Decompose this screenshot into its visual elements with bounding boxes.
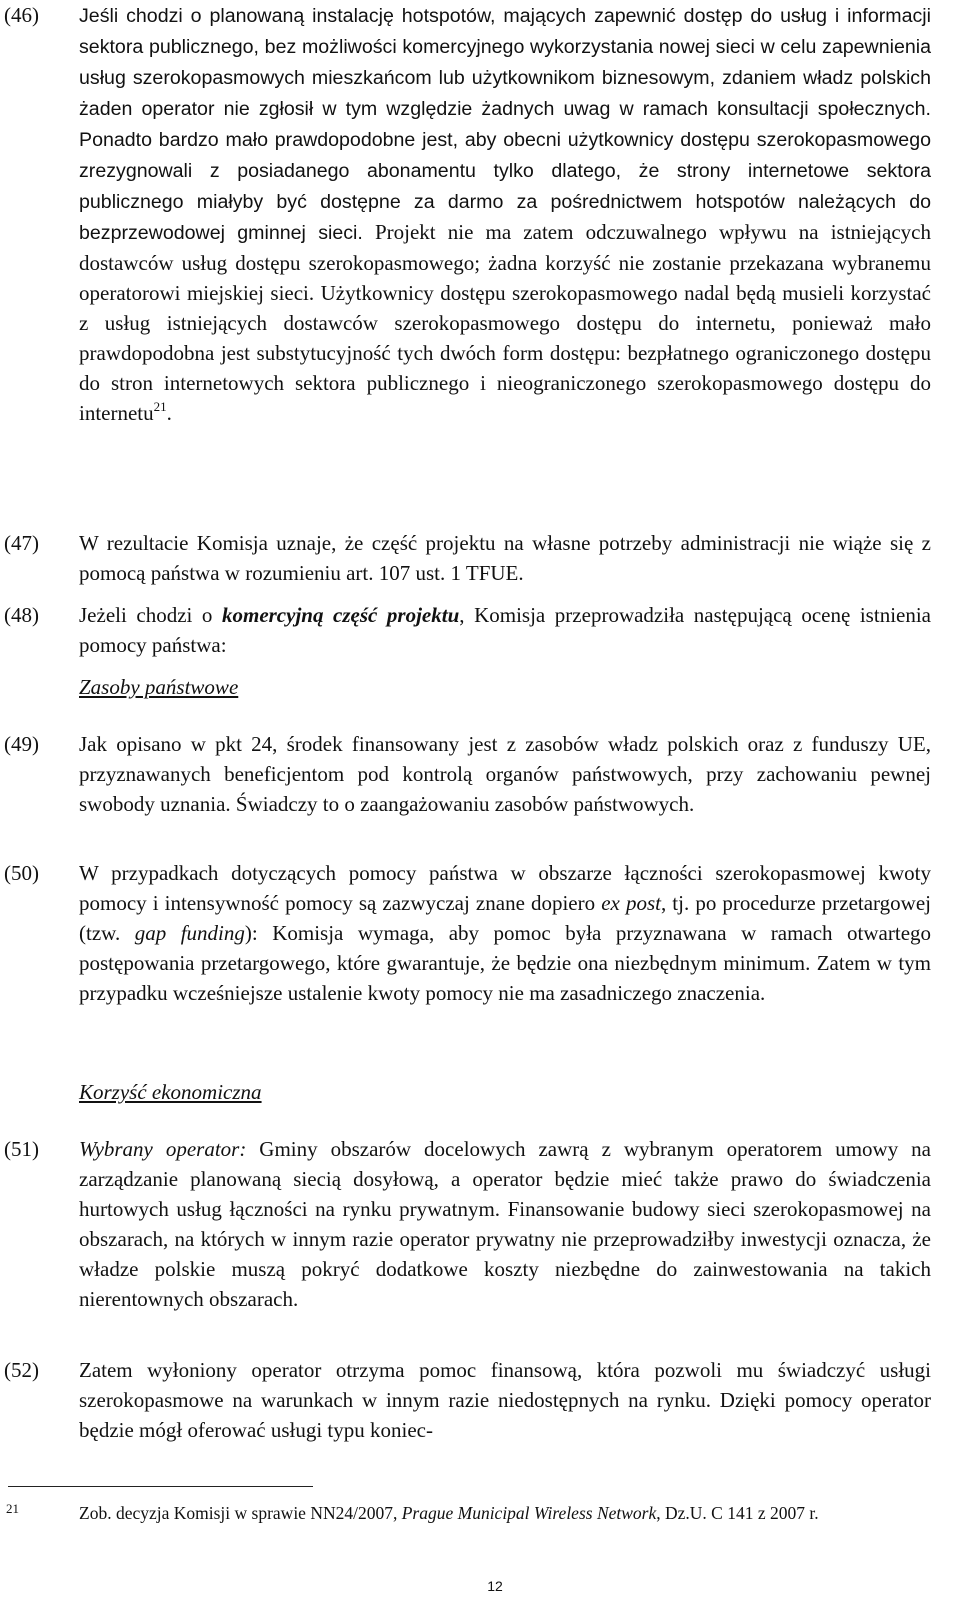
paragraph-52	[0, 1355, 935, 1445]
paragraph-text	[79, 1134, 931, 1314]
footnote-21	[0, 1501, 935, 1525]
paragraph-number: (50)	[4, 861, 39, 885]
italic-term: ex post	[601, 891, 661, 915]
text-run: Gminy obszarów docelowych zawrą z wybranym operatorem umowy na zarządzanie planowaną siecią dosyłową, a operator będzie mieć także prawo do świadczenia hurtowych usług łączności na rynku prywatnym. Finansowanie budowy sieci szerokopasmowej na obszarach, na których w innym razie operator prywatny nie przeprowadziłby inwestycji oznacza, że władze polskie muszą pokryć dodatkowe koszty niezbędne do zainwestowania na takich nierentownych obszarach.	[79, 1137, 931, 1311]
paragraph-text	[79, 600, 931, 660]
text-run: , Dz.U. C 141 z 2007 r.	[656, 1503, 819, 1523]
sentence-end: .	[166, 401, 172, 425]
paragraph-number: (51)	[4, 1137, 39, 1161]
section-heading-zasoby: Zasoby państwowe	[79, 675, 239, 699]
text-run: Jeżeli chodzi o	[79, 603, 222, 627]
paragraph-48	[0, 600, 935, 660]
paragraph-number: (49)	[4, 732, 39, 756]
footnote-mark: 21	[6, 1501, 19, 1516]
text-run: ): Komisja wymaga, aby pomoc była przyznawana w ramach otwartego postępowania przetargowego, które gwarantuje, że będzie ona niezbędnym minimum. Zatem w tym przypadku wcześniejsze ustalenie kwoty pomocy nie ma zasadniczego znaczenia.	[79, 921, 932, 1005]
paragraph-46	[0, 0, 935, 428]
footnote-ref[interactable]: 21	[153, 399, 167, 414]
footnote-text	[79, 1501, 931, 1525]
paragraph-51	[0, 1134, 935, 1314]
paragraph-number: (47)	[4, 531, 39, 555]
page-number: 12	[487, 1578, 503, 1594]
emphasis-text: komercyjną część projektu	[221, 603, 460, 627]
paragraph-text: Jak opisano w pkt 24, środek finansowany jest z zasobów władz polskich oraz z funduszy UE, przyznawanych beneficjentom pod kontrolą organów państwowych, przy zachowaniu pewnej swobody uznania. Świadczy to o zaangażowaniu zasobów państwowych.	[79, 732, 931, 816]
paragraph-text	[79, 0, 931, 428]
paragraph-number: (52)	[4, 1358, 39, 1382]
text-run: , Komisja przeprowadziła następującą ocenę istnienia pomocy państwa:	[79, 603, 931, 657]
paragraph-text: W rezultacie Komisja uznaje, że część projektu na własne potrzeby administracji nie wiąże się z pomocą państwa w rozumieniu art. 107 ust. 1 TFUE.	[79, 531, 931, 585]
paragraph-number: (46)	[4, 3, 39, 27]
italic-term: Wybrany operator:	[79, 1137, 247, 1161]
footnote-divider	[8, 1486, 313, 1487]
paragraph-text: Zatem wyłoniony operator otrzyma pomoc finansową, która pozwoli mu świadczyć usługi szerokopasmowe na warunkach w innym razie niedostępnych na rynku. Dzięki pomocy operator będzie mógł oferować usługi typu koniec-	[79, 1358, 931, 1442]
paragraph-50	[0, 858, 935, 1008]
italic-title: Prague Municipal Wireless Network	[401, 1503, 657, 1523]
text-run: , tj. po procedurze przetargowej (tzw.	[79, 891, 931, 945]
paragraph-number: (48)	[4, 603, 39, 627]
paragraph-47	[0, 528, 935, 588]
text-run: W przypadkach dotyczących pomocy państwa w obszarze łączności szerokopasmowej kwoty pomocy i intensywność pomocy są zazwyczaj znane dopiero	[79, 861, 931, 915]
paragraph-text	[79, 858, 931, 1008]
section-heading-korzysc: Korzyść ekonomiczna	[79, 1080, 262, 1104]
italic-term: gap funding	[134, 921, 245, 945]
paragraph-text-part2: Projekt nie ma zatem odczuwalnego wpływu na istniejących dostawców usług dostępu szerokopasmowego; żadna korzyść nie zostanie przekazana wybranemu operatorowi miejskiej sieci. Użytkownicy dostępu szerokopasmowego nadal będą musieli korzystać z usług istniejących dostawców szerokopasmowego dostępu do internetu, ponieważ mało prawdopodobna jest substytucyjność tych dwóch form dostępu: bezpłatnego ograniczonego dostępu do stron internetowych sektora publicznego i nieograniczonego szerokopasmowego dostępu do internetu	[79, 220, 931, 425]
paragraph-text-part1: Jeśli chodzi o planowaną instalację hotspotów, mających zapewnić dostęp do usług i informacji sektora publicznego, bez możliwości komercyjnego wykorzystania nowej sieci w celu zapewnienia usług szerokopasmowych mieszkańcom lub użytkownikom biznesowym, zdaniem władz polskich żaden operator nie zgłosił w tym względzie żadnych uwag w ramach konsultacji społecznych. Ponadto bardzo mało prawdopodobne jest, aby obecni użytkownicy dostępu szerokopasmowego zrezygnowali z posiadanego abonamentu tylko dlatego, że strony internetowe sektora publicznego miałyby być dostępne za darmo za pośrednictwem hotspotów należących do bezprzewodowej gminnej sieci.	[79, 5, 931, 244]
paragraph-49	[0, 729, 935, 819]
text-run: Zob. decyzja Komisji w sprawie NN24/2007,	[79, 1503, 402, 1523]
